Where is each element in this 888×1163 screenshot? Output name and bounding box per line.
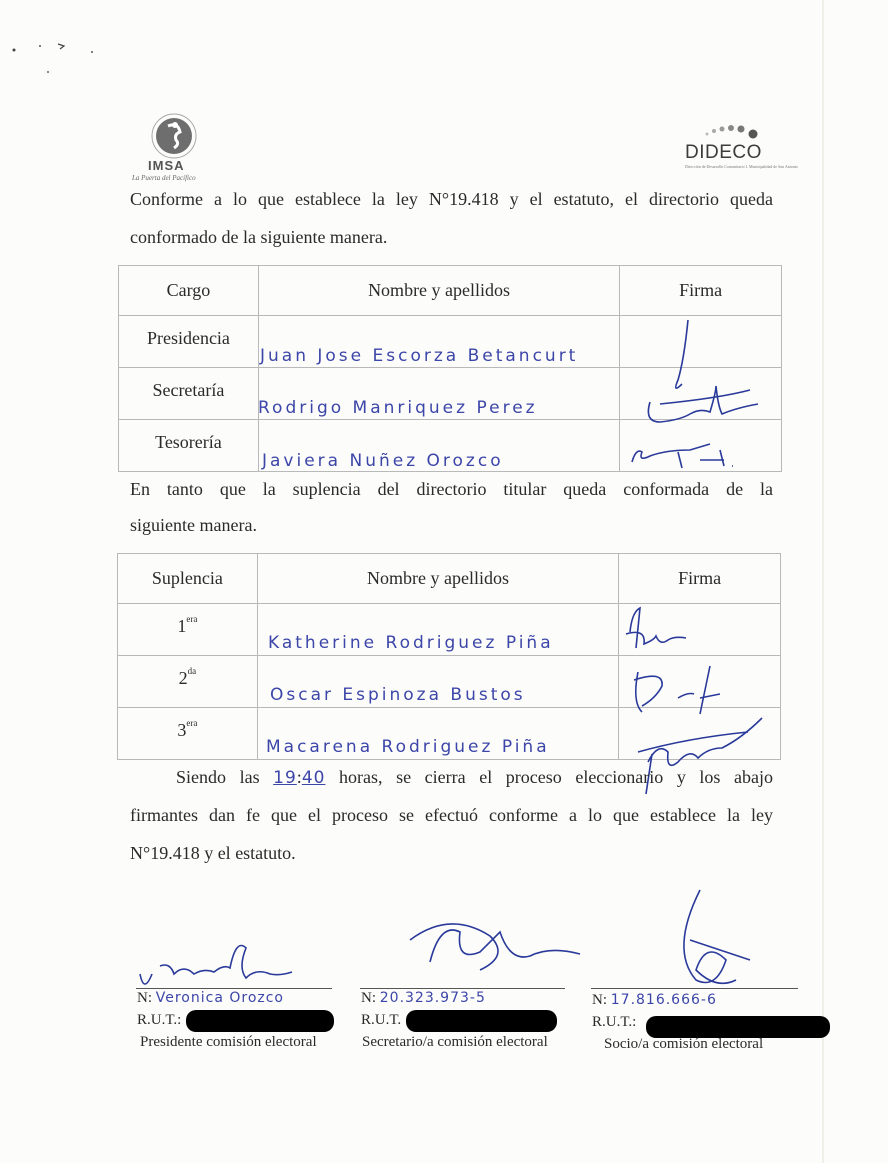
signer-n: N: Veronica Orozco: [137, 990, 285, 1006]
role-label: Secretaría: [152, 380, 225, 400]
handwritten-name: Katherine Rodriguez Piña: [268, 633, 554, 653]
redaction-bar: [186, 1010, 334, 1032]
role-label: Tesorería: [155, 432, 222, 452]
signature-line: [136, 988, 332, 989]
role-label: Presidencia: [146, 328, 230, 348]
signer-n: N: 20.323.973-5: [361, 990, 486, 1006]
closing-minute: 40: [301, 768, 326, 788]
redaction-bar: [646, 1016, 830, 1038]
closing-line-3: N°19.418 y el estatuto.: [130, 843, 296, 863]
dideco-logo: [683, 122, 798, 174]
signatures-table1: [620, 312, 770, 477]
closing-line-2: firmantes dan fe que el proceso se efectuó conforme a lo que establece la ley: [130, 805, 773, 825]
handwritten-name: Javiera Nuñez Orozco: [262, 451, 504, 471]
closing-pre: Siendo las: [176, 767, 260, 787]
redaction-bar: [406, 1010, 557, 1032]
imsa-title: IMSA: [148, 158, 185, 173]
closing-post: horas, se cierra el proceso eleccionario y los abajo: [339, 767, 773, 787]
signature-scribbles: [130, 880, 830, 1000]
signer-rut-label: R.U.T.:: [592, 1014, 637, 1030]
closing-line-1: [176, 758, 773, 797]
col-header-nombre: Nombre y apellidos: [258, 266, 619, 316]
signer-role: Socio/a comisión electoral: [604, 1036, 764, 1052]
table-header-row: [119, 266, 782, 316]
col-header-firma: Firma: [620, 266, 782, 316]
signature-line: [360, 988, 565, 989]
handwritten-name: Oscar Espinoza Bustos: [270, 685, 526, 705]
closing-sep: :: [296, 767, 302, 787]
closing-hour: 19: [273, 768, 297, 788]
signer-role: Secretario/a comisión electoral: [362, 1034, 548, 1050]
dideco-dots-icon: [703, 122, 763, 140]
table-header-row: [118, 554, 781, 604]
scan-specks: [0, 30, 110, 80]
handwritten-name: Rodrigo Manriquez Perez: [258, 398, 538, 418]
signature-line: [591, 988, 798, 989]
col-header-nombre: Nombre y apellidos: [257, 554, 618, 604]
middle-line-1: En tanto que la suplencia del directorio titular queda conformada de la: [130, 479, 773, 499]
ordinal-label: $3^{era}$: [177, 718, 198, 740]
middle-line-2: siguiente manera.: [130, 515, 257, 535]
dideco-title: DIDECO: [685, 142, 762, 163]
intro-line-2: conformado de la siguiente manera.: [130, 227, 388, 247]
handwritten-name: Macarena Rodriguez Piña: [266, 737, 550, 757]
ordinal-label: $2^{da}$: [178, 666, 197, 688]
dideco-subtitle: Dirección de Desarrollo Comunitario I. Municipalidad de San Antonio: [685, 164, 798, 169]
handwritten-name: Juan Jose Escorza Betancurt: [260, 346, 579, 366]
col-header-suplencia: Suplencia: [118, 554, 258, 604]
intro-line-1: Conforme a lo que establece la ley N°19.418 y el estatuto, el directorio queda: [130, 189, 773, 209]
imsa-subtitle: La Puerta del Pacífico: [132, 174, 196, 182]
signer-rut-label: R.U.T.:: [137, 1012, 182, 1028]
col-header-firma: Firma: [619, 554, 781, 604]
imsa-emblem-icon: [150, 112, 198, 160]
imsa-logo: [130, 112, 225, 184]
signer-n: N: 17.816.666-6: [592, 992, 717, 1008]
ordinal-label: $1^{era}$: [177, 614, 198, 636]
col-header-cargo: Cargo: [119, 266, 259, 316]
signer-role: Presidente comisión electoral: [140, 1034, 317, 1050]
signer-rut-label: R.U.T.: [361, 1012, 402, 1028]
